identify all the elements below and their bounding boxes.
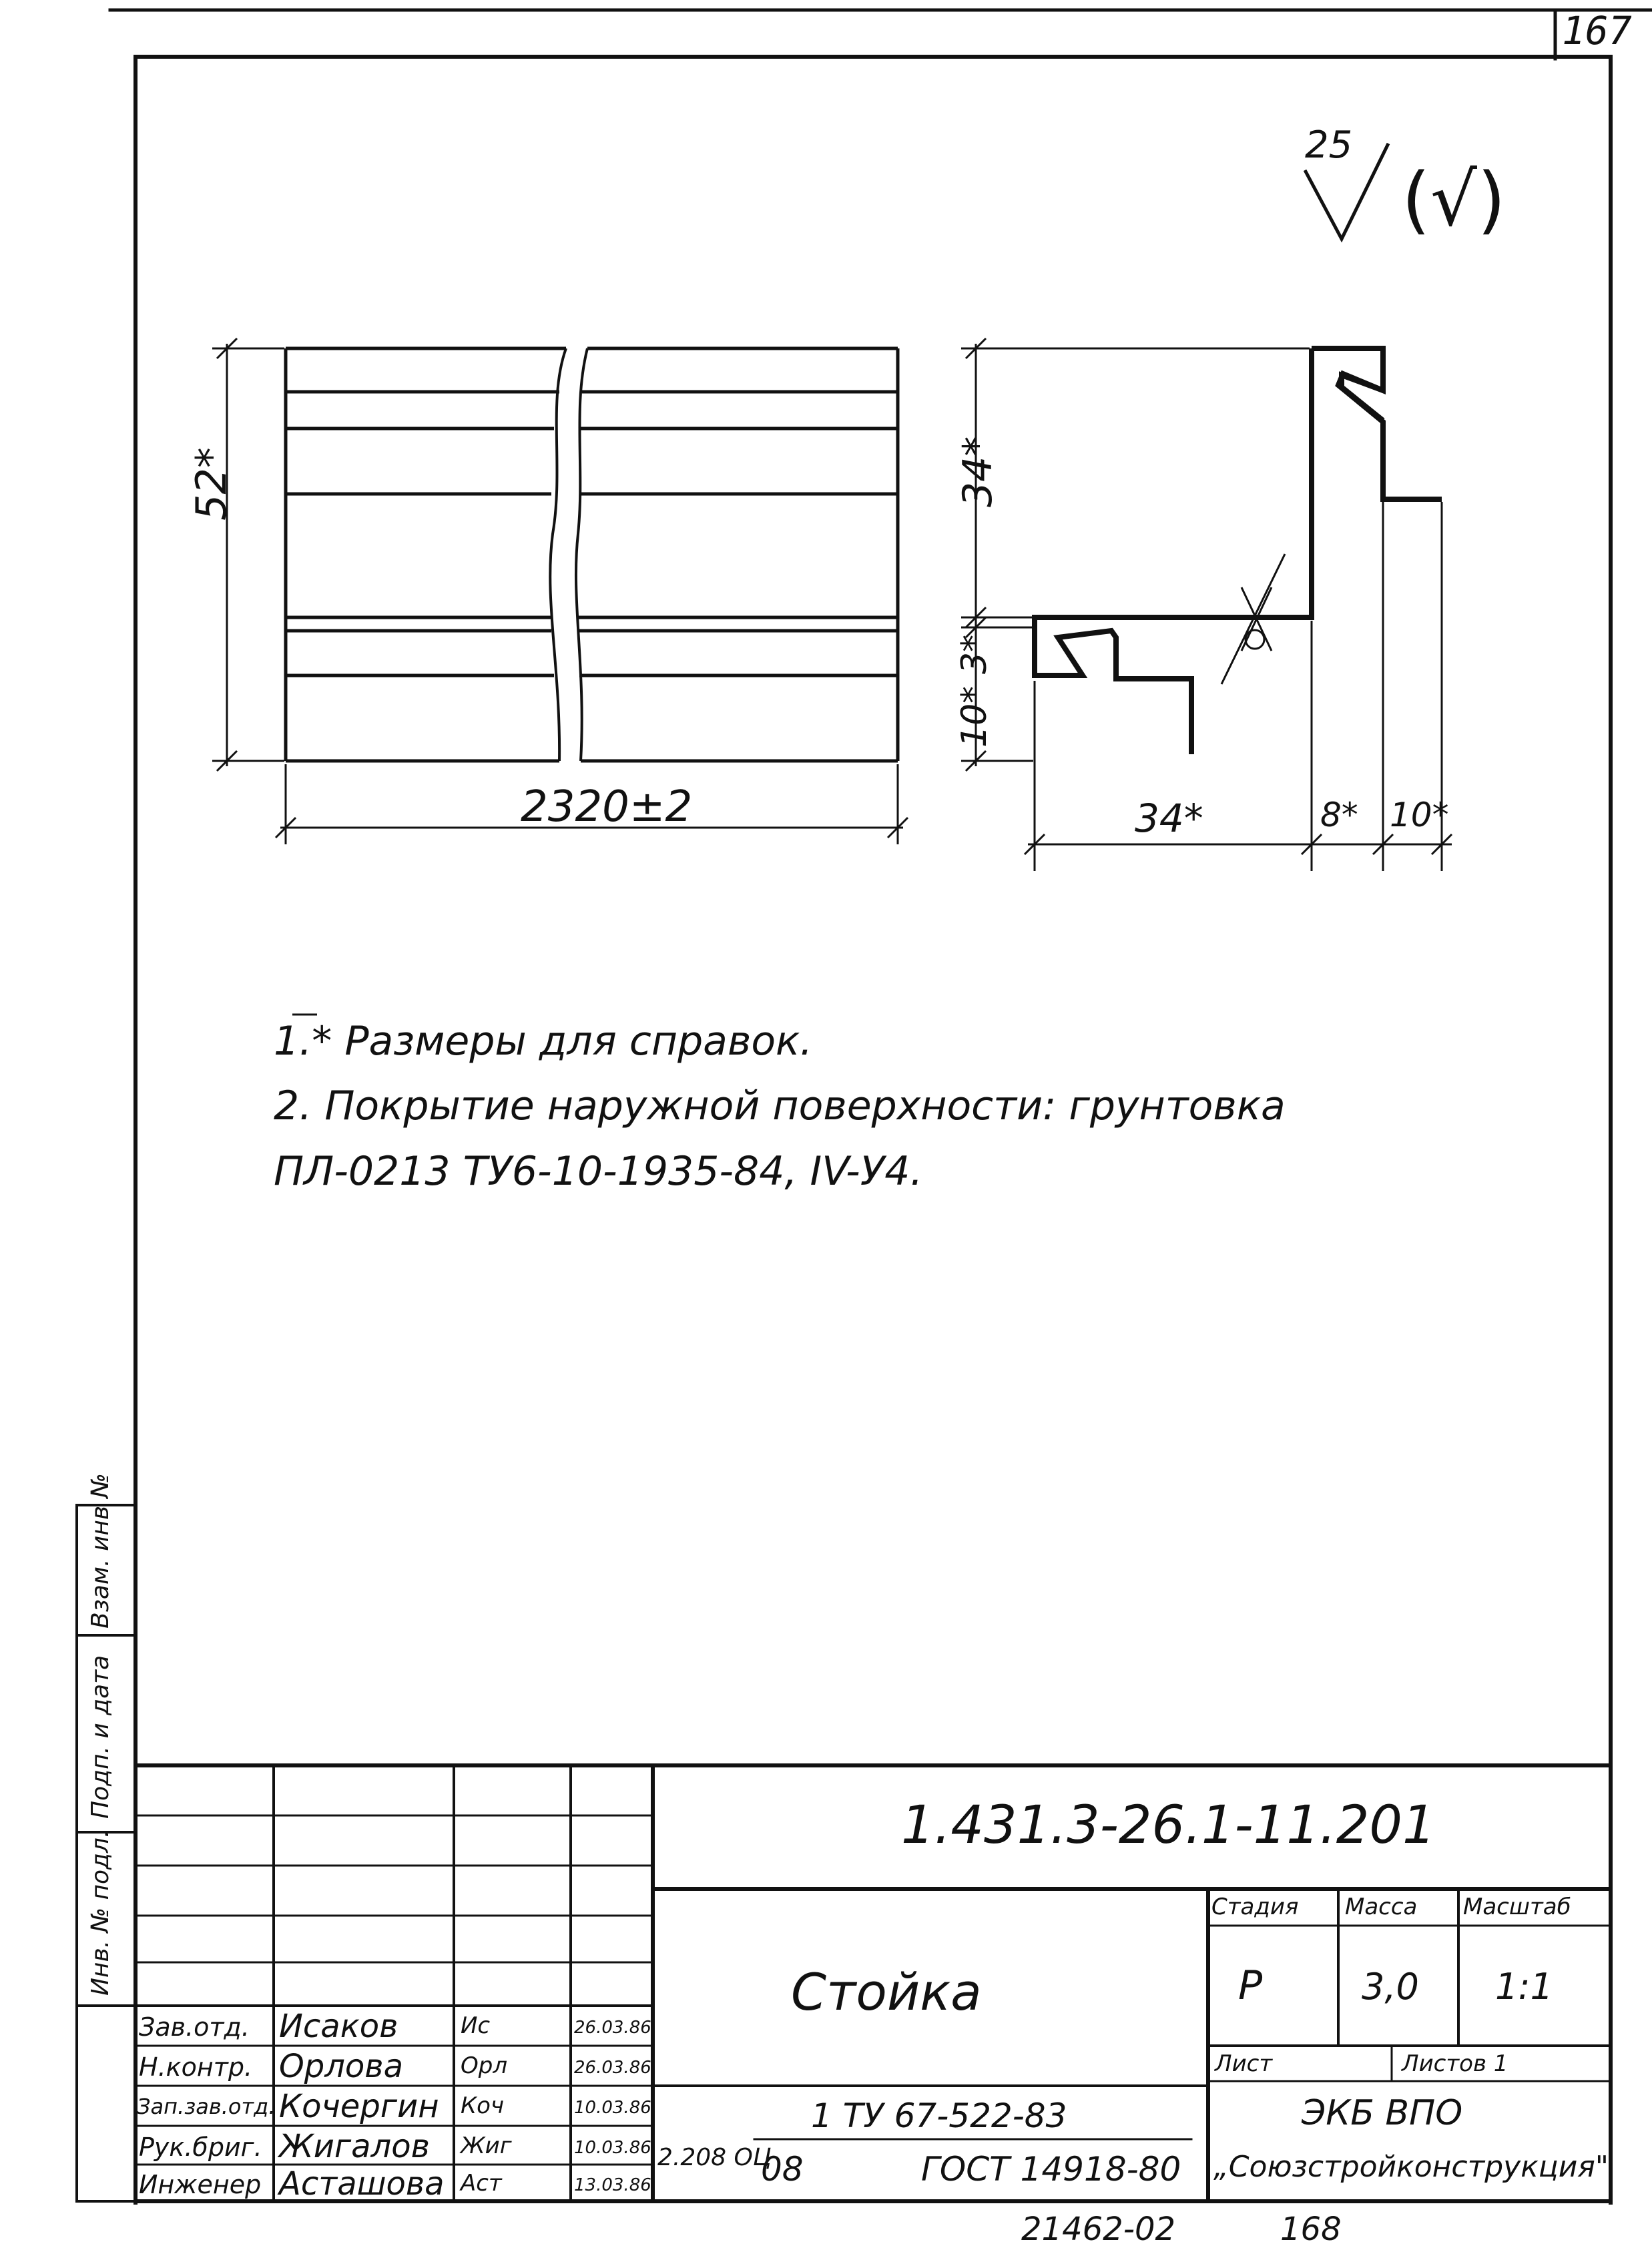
sig-date: 10.03.86: [574, 2098, 651, 2118]
sig-name: Жигалов: [279, 2128, 430, 2165]
sig-role: Н.контр.: [139, 2052, 253, 2082]
sig-sign: Жиг: [461, 2133, 512, 2159]
organization-line1: ЭКБ ВПО: [1302, 2093, 1463, 2133]
side-stamp-replaced-inv: Взам. инв №: [87, 1473, 114, 1629]
sig-sign: Ис: [461, 2012, 491, 2039]
section-width-dim: 34*: [1135, 796, 1203, 841]
note-2: 2. Покрытие наружной поверхности: грунтовка: [274, 1083, 1286, 1129]
sig-date: 26.03.86: [574, 2018, 651, 2038]
section-top-height-dim: 34*: [954, 436, 1001, 507]
material-spec-top: 1 ТУ 67-522-83: [811, 2096, 1067, 2135]
front-height-dim: 52*: [187, 447, 236, 521]
note-1: 1.* Размеры для справок.: [274, 1018, 813, 1065]
roughness-bracket-symbol: (√): [1402, 157, 1506, 242]
note-3: ПЛ-0213 ТУ6-10-1935-84, IV-У4.: [274, 1148, 923, 1195]
front-view: [286, 348, 898, 761]
part-name: Стойка: [791, 1962, 982, 2022]
value-mass: 3,0: [1362, 1966, 1419, 2008]
sig-date: 13.03.86: [574, 2175, 651, 2195]
header-stage: Стадия: [1211, 1894, 1299, 1920]
sig-role: Зав.отд.: [139, 2012, 250, 2042]
side-stamp-orig-inv: Инв. № подл.: [87, 1829, 114, 1996]
value-scale: 1:1: [1495, 1966, 1553, 2008]
sig-name: Асташова: [279, 2165, 445, 2203]
sig-date: 26.03.86: [574, 2058, 651, 2078]
front-length-dim: 2320±2: [521, 782, 693, 832]
sig-name: Исаков: [279, 2008, 398, 2045]
bottom-number-left: 21462-02: [1021, 2211, 1176, 2248]
section-view: [1035, 347, 1442, 754]
section-10-dim: 10*: [1390, 796, 1449, 834]
section-small-dim: 3*: [954, 634, 995, 674]
section-lower-dim: 10*: [954, 685, 995, 748]
sig-sign: Орл: [461, 2052, 508, 2079]
sheet-corner-number: 167: [1562, 8, 1632, 53]
material-spec-bottom-right: ГОСТ 14918-80: [921, 2150, 1181, 2189]
sig-date: 10.03.86: [574, 2138, 651, 2158]
section-8-dim: 8*: [1320, 796, 1358, 834]
sig-role: Инженер: [139, 2170, 262, 2199]
organization-line2: „Союзстройконструкция": [1213, 2150, 1609, 2184]
sig-role: Зап.зав.отд.: [137, 2094, 276, 2119]
sig-name: Орлова: [279, 2048, 403, 2085]
sig-name: Кочергин: [279, 2088, 439, 2125]
sig-sign: Коч: [461, 2092, 505, 2119]
sig-role: Рук.бриг.: [139, 2133, 262, 2162]
roughness-value: 25: [1305, 123, 1353, 167]
value-stage: Р: [1238, 1962, 1263, 2009]
material-code: 2.208 ОЦ: [657, 2144, 772, 2171]
side-stamp-sign-date: Подп. и дата: [87, 1655, 114, 1819]
sheet-label: Лист: [1215, 2050, 1273, 2077]
sheets-label: Листов 1: [1402, 2050, 1508, 2077]
header-scale: Масштаб: [1463, 1894, 1571, 1920]
header-mass: Масса: [1345, 1894, 1418, 1920]
document-designation: 1.431.3-26.1-11.201: [901, 1795, 1436, 1856]
sig-sign: Аст: [461, 2170, 502, 2197]
bottom-number-right: 168: [1280, 2211, 1342, 2248]
material-spec-bottom-left: 08: [761, 2150, 804, 2189]
